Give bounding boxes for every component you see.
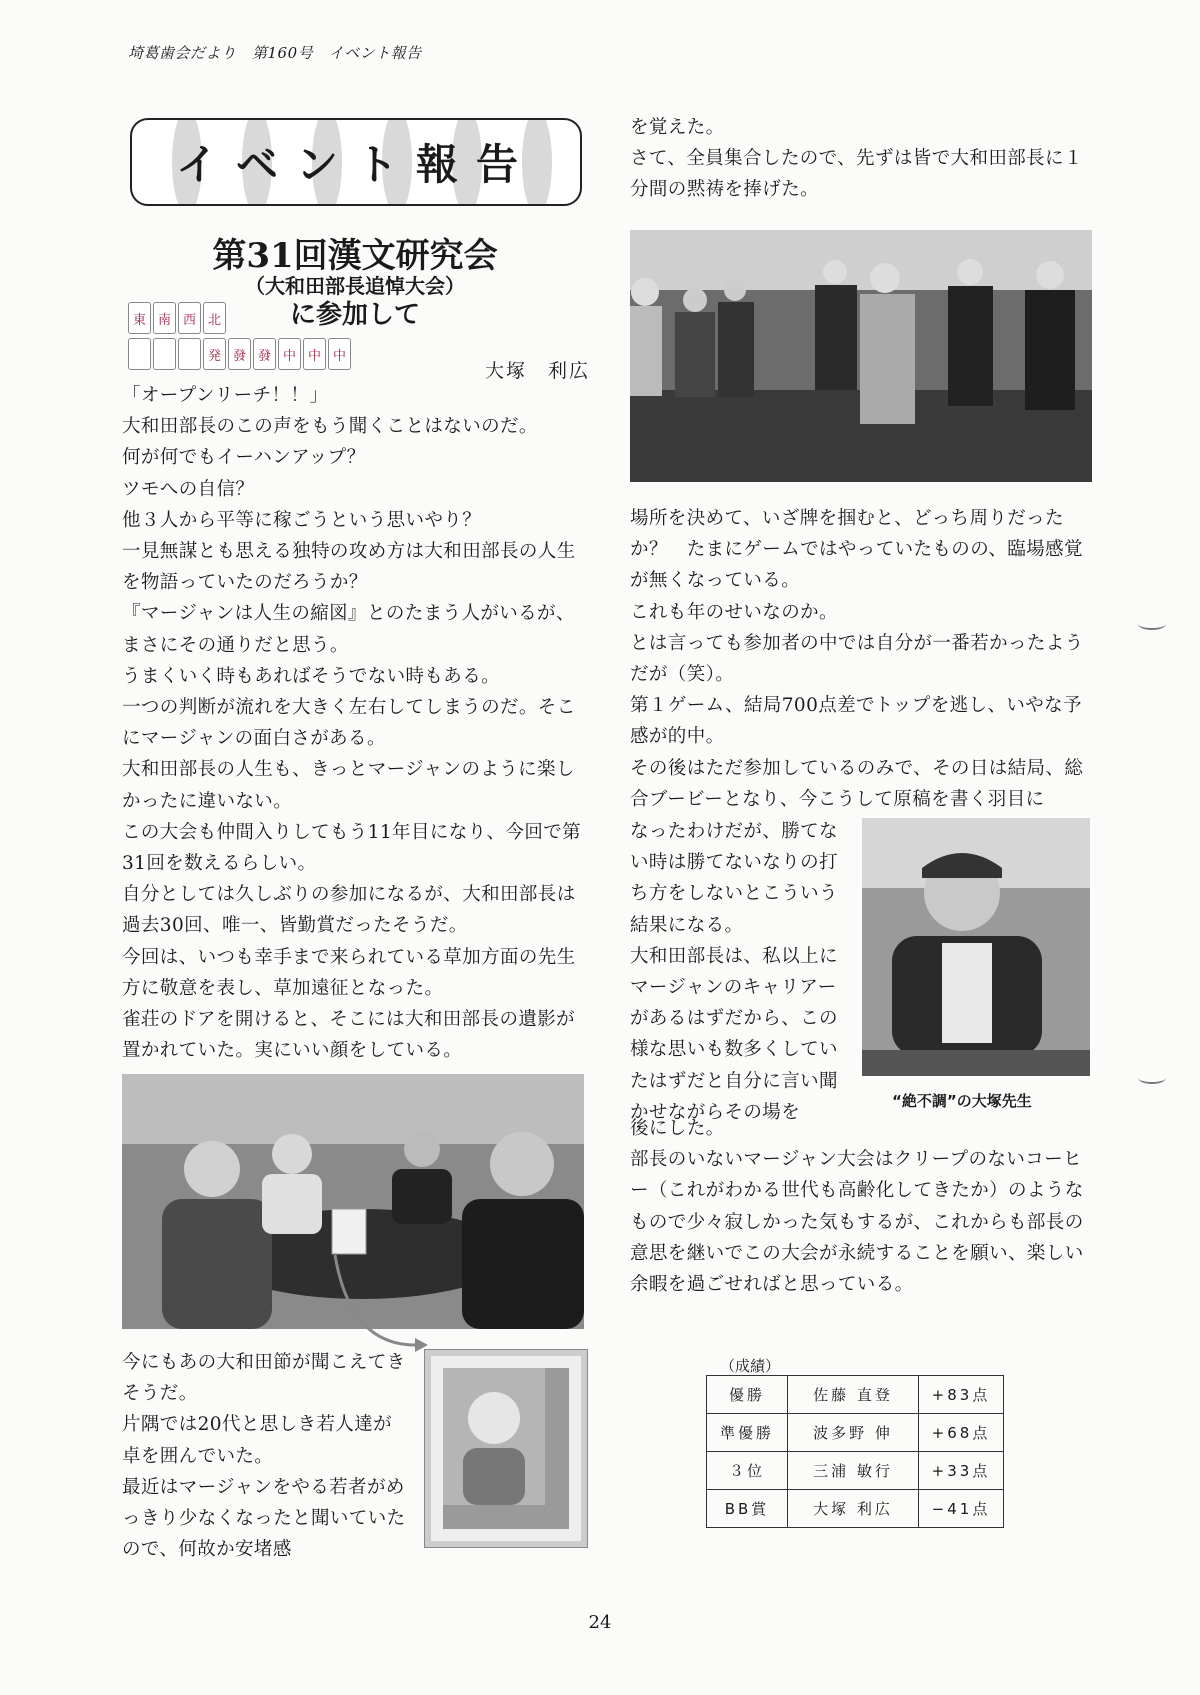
photo-moment-of-silence [630,230,1092,482]
paragraph: 第１ゲーム、結局700点差でトップを逃し、いやな予感が的中。 [630,695,1082,748]
paragraph: 何が何でもイーハンアップ？ [122,447,366,469]
paragraph: 大和田部長のこの声をもう聞くことはないのだ。 [122,416,538,438]
photo-author [862,818,1090,1076]
binder-hole-mark [1138,1072,1166,1084]
tile: 西 [178,302,201,334]
paragraph: 自分としては久しぶりの参加になるが、大和田部長は過去30回、唯一、皆勤賞だったそうだ。 [122,884,576,937]
event-report-banner [130,118,582,206]
paragraph: 部長のいないマージャン大会はクリープのないコーヒー（これがわかる世代も高齢化してきたか）のようなもので少々寂しかった気もするが、これからも部長の意思を継いでこの大会が永続することを願い、楽しい余暇を過ごせればと思っている。 [630,1149,1084,1296]
arrow-icon [330,1250,430,1360]
paragraph: 大和田部長の人生も、きっとマージャンのように楽しかったに違いない。 [122,759,575,812]
table-row [707,1452,1004,1490]
tile: 北 [203,302,226,334]
paragraph: これも年のせいなのか。 [630,601,838,623]
binder-hole-mark [1138,618,1166,630]
paragraph: この大会も仲間入りしてもう11年目になり、今回で第31回を数えるらしい。 [122,821,582,875]
paragraph: うまくいく時もあればそうでない時もある。 [122,665,501,687]
paragraph: 最近はマージャンをやる若者がめっきり少なくなったと聞いていたので、何故か安堵感 [122,1476,406,1561]
mahjong-tiles-graphic [128,302,351,374]
score-cell: +68点 [919,1414,1004,1452]
memorial-portrait [425,1350,587,1547]
paragraph: 一つの判断が流れを大きく左右してしまうのだ。そこにマージャンの面白さがある。 [122,697,576,750]
tile-row-winds [128,302,351,334]
tile: 中 [278,338,301,370]
article-body-right-wrap [630,816,855,1128]
score-cell: +83点 [919,1376,1004,1414]
name-cell: 波多野 伸 [788,1414,919,1452]
rank-cell: BB賞 [707,1490,788,1528]
paragraph: 今にもあの大和田節が聞こえてきそうだ。 [122,1352,406,1405]
paragraph: 今回は、いつも幸手まで来られている草加方面の先生方に敬意を表し、草加遠征となった。 [122,946,576,999]
tile-row-dragons [128,338,351,370]
paragraph: 後にした。 [630,1118,725,1139]
tile: 中 [303,338,326,370]
name-cell: 大塚 利広 [788,1490,919,1528]
paragraph: 一見無謀とも思える独特の攻め方は大和田部長の人生を物語っていたのだろうか？ [122,541,576,594]
rank-cell: 準優勝 [707,1414,788,1452]
article-body-left-bottom [122,1347,407,1565]
tile-blank [153,338,176,370]
paragraph: 「オープンリーチ！！」 [122,385,329,406]
paragraph: 雀荘のドアを開けると、そこには大和田部長の遺影が置かれていた。実にいい顔をしている。 [122,1009,576,1062]
tile: 發 [253,338,276,370]
name-cell: 佐藤 直登 [788,1376,919,1414]
score-cell: −41点 [919,1490,1004,1528]
table-row [707,1490,1004,1528]
paragraph: 他３人から平等に稼ごうという思いやり？ [122,509,482,531]
article-body-right-top [630,112,1100,206]
paragraph: その後はただ参加しているのみで、その日は結局、総合ブービーとなり、今こうして原稿を書く羽目に [630,757,1084,810]
paragraph: なったわけだが、勝てない時は勝てないなりの打ち方をしないとこういう結果になる。 [630,821,838,936]
results-table [706,1375,1004,1528]
tile-blank [128,338,151,370]
article-title: 第31回漢文研究会 [212,236,498,276]
article-body-left [122,380,592,1066]
paragraph: 片隅では20代と思しき若人達が卓を囲んでいた。 [122,1414,393,1467]
score-cell: +33点 [919,1452,1004,1490]
tile: 發 [228,338,251,370]
paragraph: を覚えた。 [630,117,725,138]
paragraph: 場所を決めて、いざ牌を掴むと、どっち周りだったか？ たまにゲームではやっていたものの、臨場感覚が無くなっている。 [630,508,1083,592]
results-label: （成績） [720,1357,781,1375]
paragraph: とは言っても参加者の中では自分が一番若かったようだが（笑）。 [630,632,1084,686]
table-row [707,1376,1004,1414]
tile: 中 [328,338,351,370]
article-body-right-mid [630,503,1100,815]
tile-blank [178,338,201,370]
rank-cell: 優勝 [707,1376,788,1414]
rank-cell: ３位 [707,1452,788,1490]
article-body-right-end [630,1113,1100,1300]
article-subtitle: （大和田部長追悼大会） [245,274,465,298]
paragraph: 大和田部長は、私以上にマージャンのキャリアーがあるはずだから、この様な思いも数多くしていたはずだと自分に言い聞かせながらその場を [630,945,838,1123]
name-cell: 三浦 敏行 [788,1452,919,1490]
table-row [707,1414,1004,1452]
author-name: 大塚 利広 [485,360,591,382]
page-number: 24 [588,1612,612,1633]
banner-title: イベント報告 [175,140,536,189]
tile: 発 [203,338,226,370]
paragraph: ツモへの自信？ [122,478,255,500]
paragraph: さて、全員集合したので、先ずは皆で大和田部長に１分間の黙祷を捧げた。 [630,148,1083,201]
tile: 東 [128,302,151,334]
photo-caption: “絶不調”の大塚先生 [892,1092,1032,1110]
page-header: 埼葛歯会だより 第160号 イベント報告 [128,44,422,62]
article-subtitle-2: に参加して [289,300,420,330]
paragraph: 『マージャンは人生の縮図』とのたまう人がいるが、まさにその通りだと思う。 [122,603,575,656]
tile: 南 [153,302,176,334]
